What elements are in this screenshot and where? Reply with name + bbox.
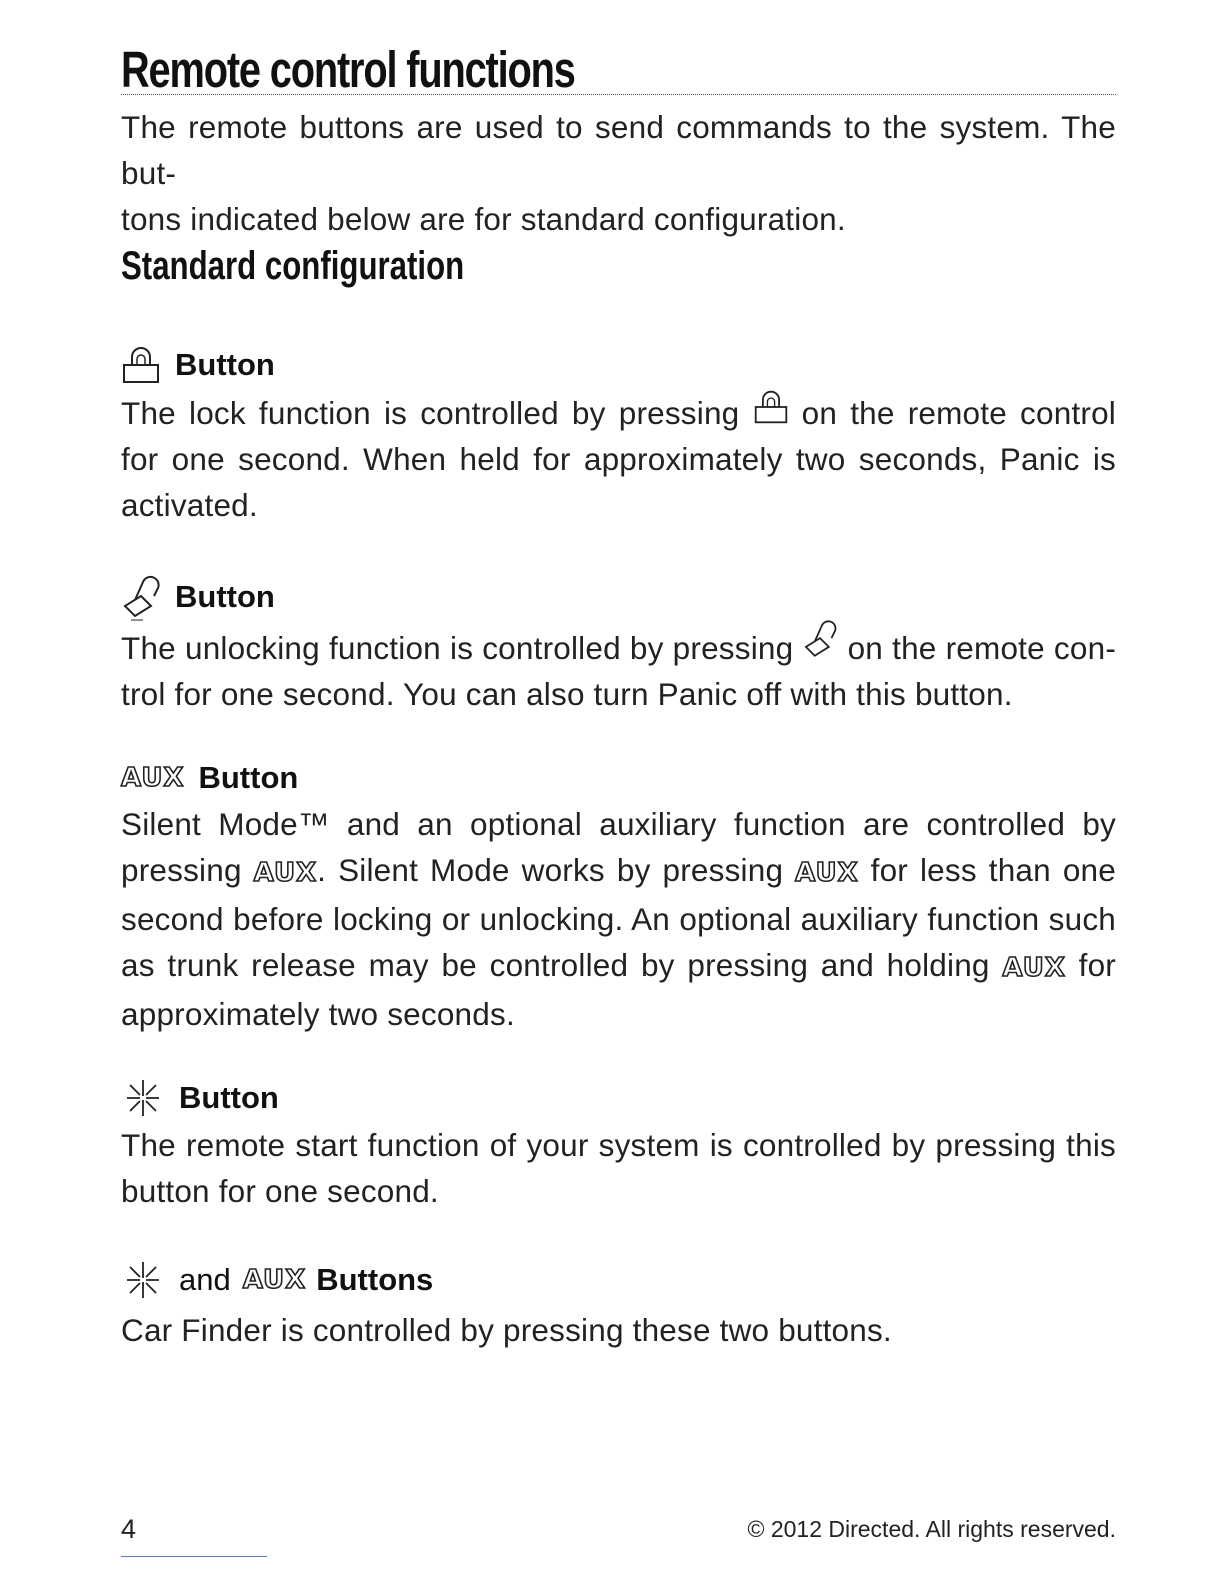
lock-icon	[121, 344, 161, 386]
unlock-icon	[802, 617, 838, 661]
aux-icon: AUX	[795, 858, 859, 888]
remote-start-paragraph	[121, 1122, 1116, 1214]
title-underline	[121, 94, 1116, 95]
aux-line	[121, 847, 1116, 896]
aux-line: Silent Mode™ and an optional auxiliary function are controlled by	[121, 806, 1116, 842]
lock-line	[121, 388, 1116, 436]
remote-start-line: The remote start function of your system is controlled by pressing this	[121, 1127, 1116, 1163]
remote-start-line: button for one second.	[121, 1173, 439, 1209]
unlock-button-label: Button	[175, 579, 275, 614]
aux-line	[121, 942, 1116, 991]
car-finder-label: Buttons	[316, 1262, 434, 1297]
unlock-line	[121, 617, 1116, 671]
aux-icon: AUX	[242, 1265, 307, 1295]
unlock-text-before: The unlocking function is controlled by pressing	[121, 630, 794, 666]
unlock-line: trol for one second. You can also turn Panic off with this button.	[121, 676, 1013, 712]
aux-button-label: Button	[198, 760, 299, 795]
section-title: Standard configuration	[121, 244, 465, 288]
remote-start-button-label: Button	[179, 1080, 279, 1115]
car-finder-paragraph	[121, 1307, 1116, 1353]
aux-text-after: for	[1078, 947, 1117, 983]
aux-icon: AUX	[253, 858, 318, 888]
aux-text-mid: . Silent Mode works by pressing	[317, 852, 784, 888]
lock-button-heading	[121, 344, 275, 386]
page-number: 4	[121, 1514, 137, 1544]
remote-start-icon	[121, 1076, 165, 1120]
lock-line: for one second. When held for approximately two seconds, Panic is	[121, 441, 1116, 477]
lock-text-after: on the remote control	[801, 395, 1117, 431]
aux-paragraph	[121, 801, 1116, 1037]
aux-text-after: for less than one	[870, 852, 1116, 888]
lock-line: activated.	[121, 487, 258, 523]
aux-icon: AUX	[121, 763, 185, 793]
lock-icon	[753, 388, 789, 426]
remote-start-icon	[121, 1258, 165, 1302]
footer-rule	[121, 1556, 267, 1557]
aux-text-before: pressing	[121, 852, 242, 888]
and-text: and	[179, 1262, 231, 1297]
aux-text-before: as trunk release may be controlled by pressing and holding	[121, 947, 990, 983]
unlock-icon	[121, 572, 161, 622]
intro-line: The remote buttons are used to send commands to the system. The but-	[121, 109, 1116, 191]
intro-paragraph	[121, 104, 1116, 242]
page-title: Remote control functions	[121, 41, 575, 98]
unlock-paragraph	[121, 617, 1116, 717]
lock-button-label: Button	[175, 347, 275, 382]
unlock-button-heading	[121, 572, 275, 622]
lock-text-before: The lock function is controlled by pressing	[121, 395, 740, 431]
intro-line: tons indicated below are for standard configuration.	[121, 201, 846, 237]
aux-line: approximately two seconds.	[121, 996, 515, 1032]
car-finder-line: Car Finder is controlled by pressing these two buttons.	[121, 1312, 892, 1348]
unlock-text-after: on the remote con-	[847, 630, 1117, 666]
copyright: © 2012 Directed. All rights reserved.	[747, 1516, 1116, 1542]
aux-icon: AUX	[1002, 953, 1066, 983]
remote-start-button-heading	[121, 1076, 279, 1120]
lock-paragraph	[121, 388, 1116, 528]
car-finder-heading	[121, 1258, 433, 1302]
aux-line: second before locking or unlocking. An optional auxiliary function such	[121, 901, 1116, 937]
aux-button-heading	[121, 760, 298, 796]
